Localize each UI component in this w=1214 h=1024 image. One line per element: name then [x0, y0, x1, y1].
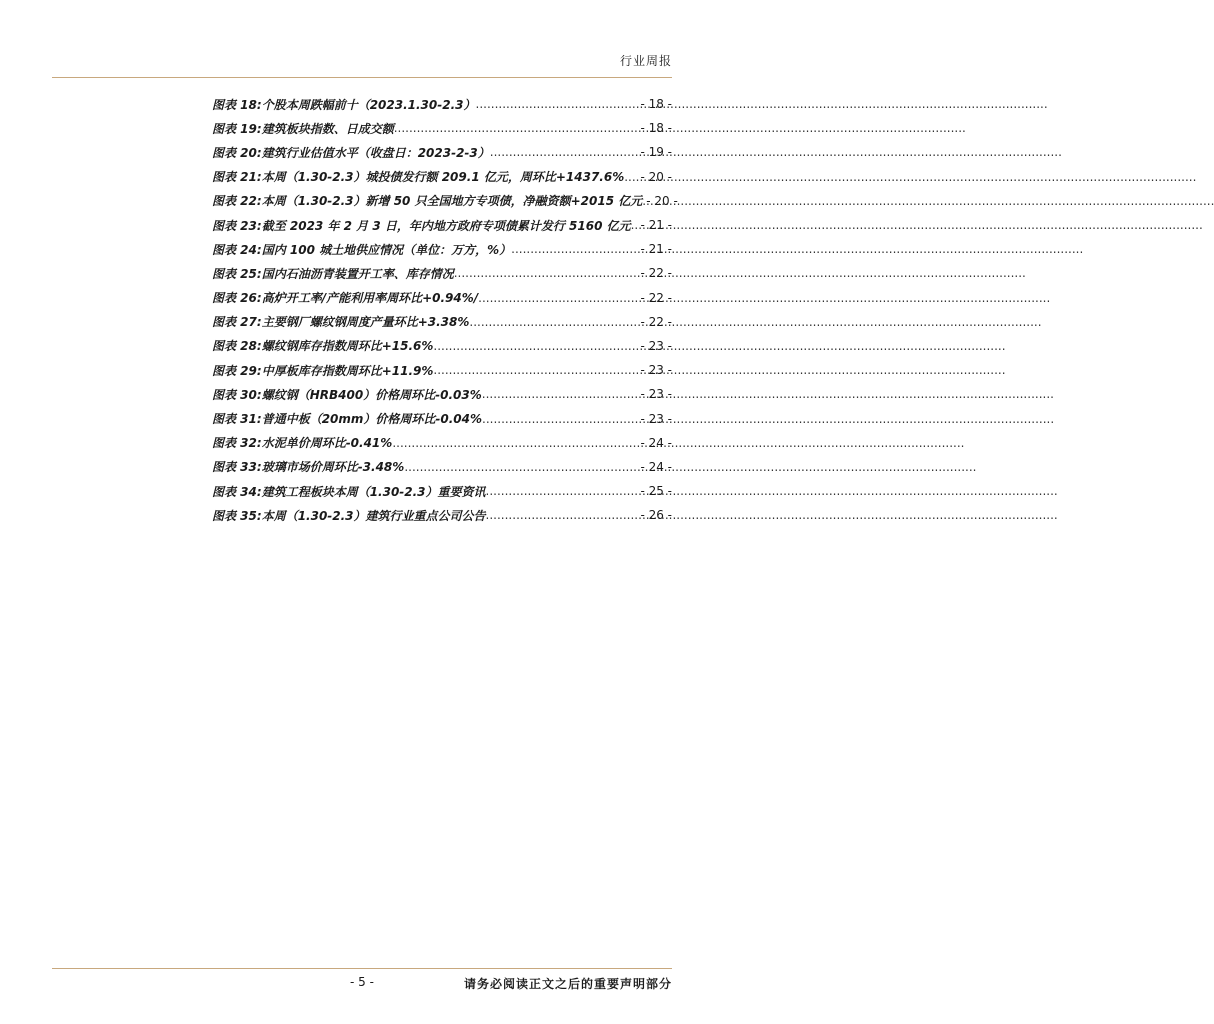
figure-page-number: - 22 - [640, 314, 672, 329]
figure-page-number: - 18 - [640, 97, 672, 112]
figure-page-number: - 19 - [640, 145, 672, 160]
toc-entry[interactable] [212, 503, 672, 527]
toc-entry[interactable] [212, 406, 672, 430]
figure-title: 国内石油沥青装置开工率、库存情况 [261, 266, 454, 281]
figure-label: 图表 30: [212, 387, 262, 402]
figure-page-number: - 18 - [640, 121, 672, 136]
figure-label: 图表 29: [212, 363, 262, 378]
figure-title: 截至 2023 年 2 月 3 日，年内地方政府专项债累计发行 5160 亿元 [261, 218, 631, 233]
figure-page-number: - 23 - [640, 338, 672, 353]
figure-title: 建筑工程板块本周（1.30-2.3）重要资讯 [261, 484, 486, 499]
figure-index-list [212, 92, 678, 527]
dot-leader [482, 412, 640, 426]
toc-entry[interactable] [212, 382, 672, 406]
figure-page-number: - 23 - [640, 387, 672, 402]
figure-title: 个股本周跌幅前十（2023.1.30-2.3） [261, 97, 476, 112]
figure-title: 主要钢厂螺纹钢周度产量环比+3.38% [261, 315, 470, 330]
figure-page-number: - 25 - [640, 484, 672, 499]
toc-entry[interactable] [212, 431, 672, 455]
figure-page-number: - 22 - [640, 266, 672, 281]
disclaimer-note: 请务必阅读正文之后的重要声明部分 [463, 977, 672, 991]
figure-page-number: - 26 - [640, 508, 672, 523]
dot-leader [486, 484, 641, 498]
toc-entry[interactable] [212, 455, 672, 479]
figure-label: 图表 20: [212, 145, 262, 160]
dot-leader [511, 242, 640, 256]
toc-entry[interactable] [212, 116, 672, 140]
figure-label: 图表 18: [212, 97, 262, 112]
dot-leader [476, 97, 641, 111]
figure-page-number: - 23 - [640, 363, 672, 378]
figure-label: 图表 28: [212, 339, 262, 354]
dot-leader [486, 508, 641, 522]
figure-page-number: - 24 - [640, 459, 672, 474]
report-type-label: 行业周报 [619, 54, 672, 68]
figure-label: 图表 26: [212, 291, 262, 306]
page-number: - 5 - [350, 975, 374, 989]
dot-leader [433, 339, 640, 353]
dot-leader [478, 291, 640, 305]
figure-label: 图表 34: [212, 484, 262, 499]
figure-label: 图表 27: [212, 315, 262, 330]
figure-label: 图表 35: [212, 508, 262, 523]
figure-page-number: - 20 - [646, 193, 678, 208]
figure-title: 玻璃市场价周环比-3.48% [261, 460, 405, 475]
figure-title: 螺纹钢库存指数周环比+15.6% [261, 339, 434, 354]
figure-title: 水泥单价周环比-0.41% [261, 436, 393, 451]
figure-page-number: - 20 - [640, 169, 672, 184]
toc-entry[interactable] [212, 237, 672, 261]
figure-label: 图表 24: [212, 242, 262, 257]
figure-label: 图表 25: [212, 266, 262, 281]
toc-entry[interactable] [212, 334, 672, 358]
toc-entry[interactable] [212, 213, 672, 237]
figure-page-number: - 21 - [640, 218, 672, 233]
figure-title: 本周（1.30-2.3）建筑行业重点公司公告 [261, 508, 486, 523]
figure-label: 图表 22: [212, 194, 262, 209]
figure-label: 图表 32: [212, 436, 262, 451]
toc-entry[interactable] [212, 310, 672, 334]
figure-label: 图表 19: [212, 121, 262, 136]
dot-leader [392, 436, 640, 450]
figure-label: 图表 31: [212, 412, 262, 427]
toc-entry[interactable] [212, 92, 672, 116]
dot-leader [454, 266, 641, 280]
footer-divider [52, 968, 672, 969]
dot-leader [394, 121, 641, 135]
toc-entry[interactable] [212, 140, 672, 164]
toc-entry[interactable] [212, 165, 672, 189]
figure-title: 普通中板（20mm）价格周环比-0.04% [261, 412, 483, 427]
figure-title: 国内 100 城土地供应情况（单位：万方，%） [261, 242, 512, 257]
dot-leader [624, 170, 640, 184]
toc-entry[interactable] [212, 479, 672, 503]
figure-title: 建筑板块指数、日成交额 [261, 121, 394, 136]
dot-leader [490, 145, 641, 159]
figure-title: 中厚板库存指数周环比+11.9% [261, 363, 434, 378]
figure-label: 图表 23: [212, 218, 262, 233]
figure-page-number: - 24 - [640, 435, 672, 450]
figure-title: 螺纹钢（HRB400）价格周环比-0.03% [261, 387, 482, 402]
toc-entry[interactable] [212, 261, 672, 285]
toc-entry[interactable] [212, 286, 672, 310]
dot-leader [404, 460, 640, 474]
figure-label: 图表 33: [212, 460, 262, 475]
dot-leader [469, 315, 640, 329]
figure-title: 高炉开工率/产能利用率周环比+0.94%/ [261, 291, 479, 306]
dot-leader [631, 218, 641, 232]
figure-page-number: - 23 - [640, 411, 672, 426]
toc-entry[interactable] [212, 189, 678, 213]
dot-leader [482, 387, 641, 401]
figure-title: 建筑行业估值水平（收盘日：2023-2-3） [261, 145, 490, 160]
figure-title: 本周（1.30-2.3）新增 50 只全国地方专项债，净融资额+2015 亿元 [261, 194, 643, 209]
figure-page-number: - 21 - [640, 242, 672, 257]
toc-entry[interactable] [212, 358, 672, 382]
dot-leader [433, 363, 640, 377]
figure-page-number: - 22 - [640, 290, 672, 305]
figure-title: 本周（1.30-2.3）城投债发行额 209.1 亿元，周环比+1437.6% [261, 170, 625, 185]
figure-label: 图表 21: [212, 170, 262, 185]
header-divider [52, 77, 672, 78]
